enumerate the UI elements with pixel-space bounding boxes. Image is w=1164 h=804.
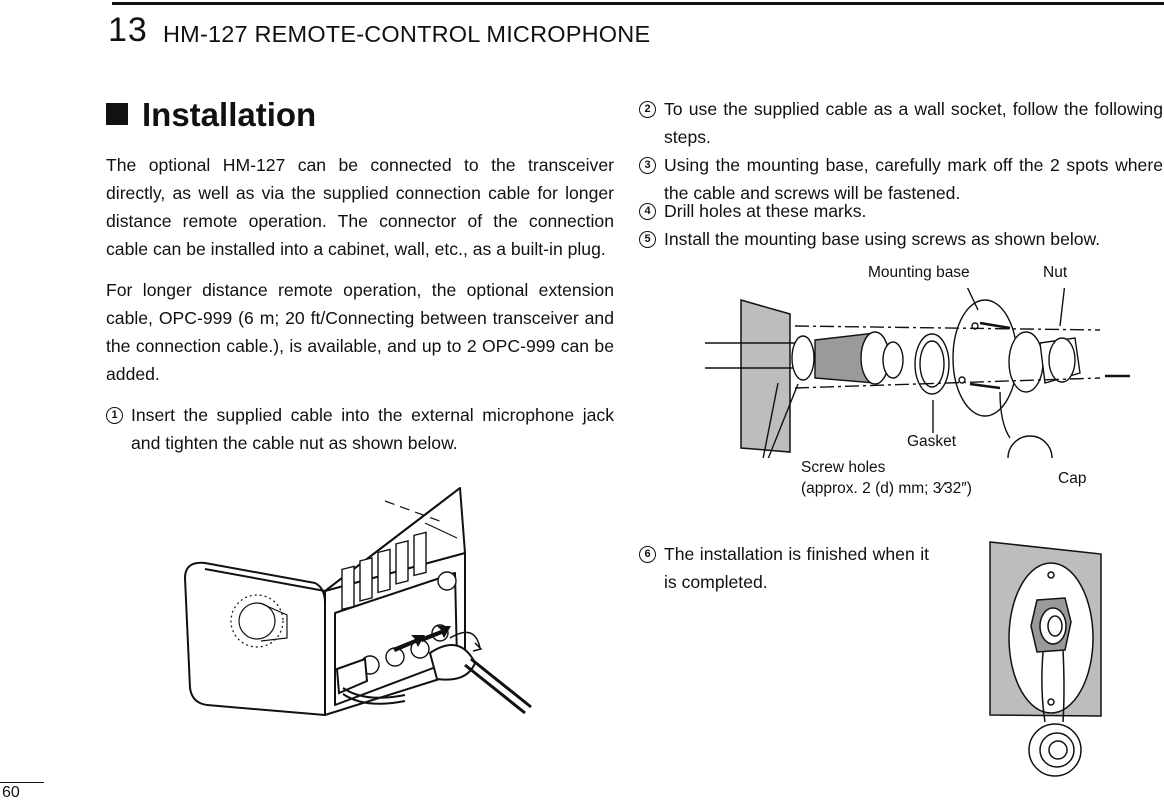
chapter-number: 13 bbox=[108, 11, 148, 49]
step-5 bbox=[639, 225, 1163, 253]
step-2-number: 2 bbox=[639, 101, 656, 118]
step-4-text: Drill holes at these marks. bbox=[664, 201, 867, 221]
extension-paragraph: For longer distance remote operation, the optional extension cable, OPC-999 (6 m; 20 ft/Connecting between transceiver and the connection cable.), is available, and up to 2 OPC-999 can be added. bbox=[106, 280, 614, 385]
step-2 bbox=[639, 95, 1163, 151]
label-nut: Nut bbox=[1043, 264, 1068, 281]
black-square-icon bbox=[106, 103, 128, 125]
wall-panel bbox=[741, 300, 790, 452]
step-1 bbox=[106, 401, 614, 457]
label-screw-holes: Screw holes bbox=[801, 459, 886, 476]
transceiver-rear-figure bbox=[175, 483, 545, 723]
step-6-number: 6 bbox=[639, 546, 656, 563]
label-screw-holes-size: (approx. 2 (d) mm; 3⁄32″) bbox=[801, 480, 972, 497]
step-5-text: Install the mounting base using screws as shown below. bbox=[664, 229, 1101, 249]
completed-installation-figure bbox=[985, 540, 1105, 785]
step-5-number: 5 bbox=[639, 231, 656, 248]
step-6-text: The installation is finished when it is completed. bbox=[664, 544, 929, 593]
page-number: 60 bbox=[2, 784, 20, 801]
step-2-text: To use the supplied cable as a wall socket, follow the following steps. bbox=[664, 99, 1163, 148]
step-6 bbox=[639, 540, 929, 596]
section-title-text: Installation bbox=[142, 96, 317, 133]
step-1-text: Insert the supplied cable into the external microphone jack and tighten the cable nut as shown below. bbox=[131, 405, 614, 454]
step-4 bbox=[639, 197, 1163, 225]
label-cap: Cap bbox=[1058, 470, 1087, 487]
step-3-number: 3 bbox=[639, 157, 656, 174]
chapter-title: HM-127 REMOTE-CONTROL MICROPHONE bbox=[163, 21, 651, 47]
label-mounting-base: Mounting base bbox=[868, 264, 970, 281]
label-gasket: Gasket bbox=[907, 433, 957, 450]
step-1-number: 1 bbox=[106, 407, 123, 424]
section-heading bbox=[106, 95, 316, 135]
step-3-text: Using the mounting base, carefully mark off the 2 spots where the cable and screws will be fastened. bbox=[664, 155, 1163, 204]
footer-rule bbox=[0, 782, 44, 783]
intro-paragraph: The optional HM-127 can be connected to the transceiver directly, as well as via the supplied connection cable for longer distance remote operation. The connector of the connection cable can be installed into a cabinet, wall, etc., as a built-in plug. bbox=[106, 155, 614, 260]
header-rule bbox=[112, 2, 1164, 5]
step-4-number: 4 bbox=[639, 203, 656, 220]
